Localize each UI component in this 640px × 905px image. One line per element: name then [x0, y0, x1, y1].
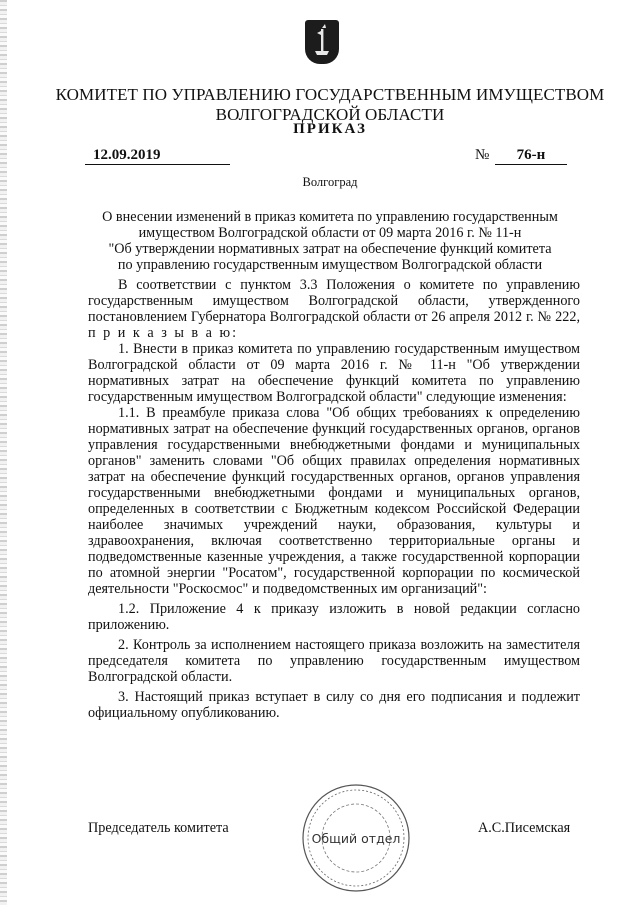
item-1-2: 1.2. Приложение 4 к приказу изложить в новой редакции согласно приложению. — [88, 601, 580, 633]
item-1: 1. Внести в приказ комитета по управлению государственным имуществом Волгоградской области от 09 марта 2016 г. № 11-н "Об утверждении нормативных затрат на обеспечение функций комитета по управлению государственным имуществом Волгоградской области" следующие изменения: — [88, 341, 580, 405]
subject-line-4: по управлению государственным имуществом Волгоградской области — [117, 257, 543, 273]
subject-line-2: имуществом Волгоградской области от 09 марта 2016 г. № 11-н — [138, 225, 522, 241]
signatory-name: А.С.Писемская — [478, 820, 571, 836]
subject-line-1: О внесении изменений в приказ комитета по управлению государственным — [102, 209, 558, 225]
document-subject — [40, 209, 620, 273]
document-type: ПРИКАЗ — [293, 121, 367, 137]
city: Волгоград — [302, 175, 358, 189]
preamble-paragraph — [88, 277, 580, 341]
item-3: 3. Настоящий приказ вступает в силу со дня его подписания и подлежит официальному опубликованию. — [88, 689, 580, 721]
org-line-1: КОМИТЕТ ПО УПРАВЛЕНИЮ ГОСУДАРСТВЕННЫМ ИМУЩЕСТВОМ — [55, 85, 605, 104]
official-stamp — [300, 782, 412, 894]
document-body — [88, 277, 580, 721]
coat-of-arms-icon — [305, 20, 339, 64]
subject-line-3: "Об утверждении нормативных затрат на обеспечение функций комитета — [108, 241, 552, 257]
number-label: № — [475, 147, 490, 163]
document-date: 12.09.2019 — [85, 147, 230, 165]
organization-name — [40, 85, 620, 125]
org-line-2: ВОЛГОГРАДСКОЙ ОБЛАСТИ — [215, 105, 445, 124]
scan-edge — [0, 0, 7, 905]
order-word: п р и к а з ы в а ю: — [88, 325, 239, 341]
item-2: 2. Контроль за исполнением настоящего приказа возложить на заместителя председателя комитета по управлению государственным имуществом Волгоградской области. — [88, 637, 580, 685]
document-number: 76-н — [495, 147, 567, 165]
stamp-text: Общий отдел — [311, 831, 401, 846]
signatory-position: Председатель комитета — [88, 820, 229, 836]
item-1-1: 1.1. В преамбуле приказа слова "Об общих требованиях к определению нормативных затрат на обеспечение функций государственных органов, органов управления государственными внебюджетными фондами и муниципальных органов" заменить словами "Об общих правилах определения нормативных затрат на обеспечение функций государственных органов, органов управления государственными внебюджетными фондами и муниципальных органов, определенных в соответствии с Бюджетным кодексом Российской Федерации наиболее значимых учреждений науки, образования, культуры и здравоохранения, включая соответственно территориальные органы и подведомственные казенные учреждения, а также государственной корпорации по атомной энергии "Росатом", государственной корпорации по космической деятельности "Роскосмос" и подведомственных им организаций": — [88, 405, 580, 597]
preamble-text: В соответствии с пунктом 3.3 Положения о комитете по управлению государственным имуществом Волгоградской области, утвержденного постановлением Губернатора Волгоградской области от 26 апреля 2012 г. № 222, — [88, 277, 580, 325]
